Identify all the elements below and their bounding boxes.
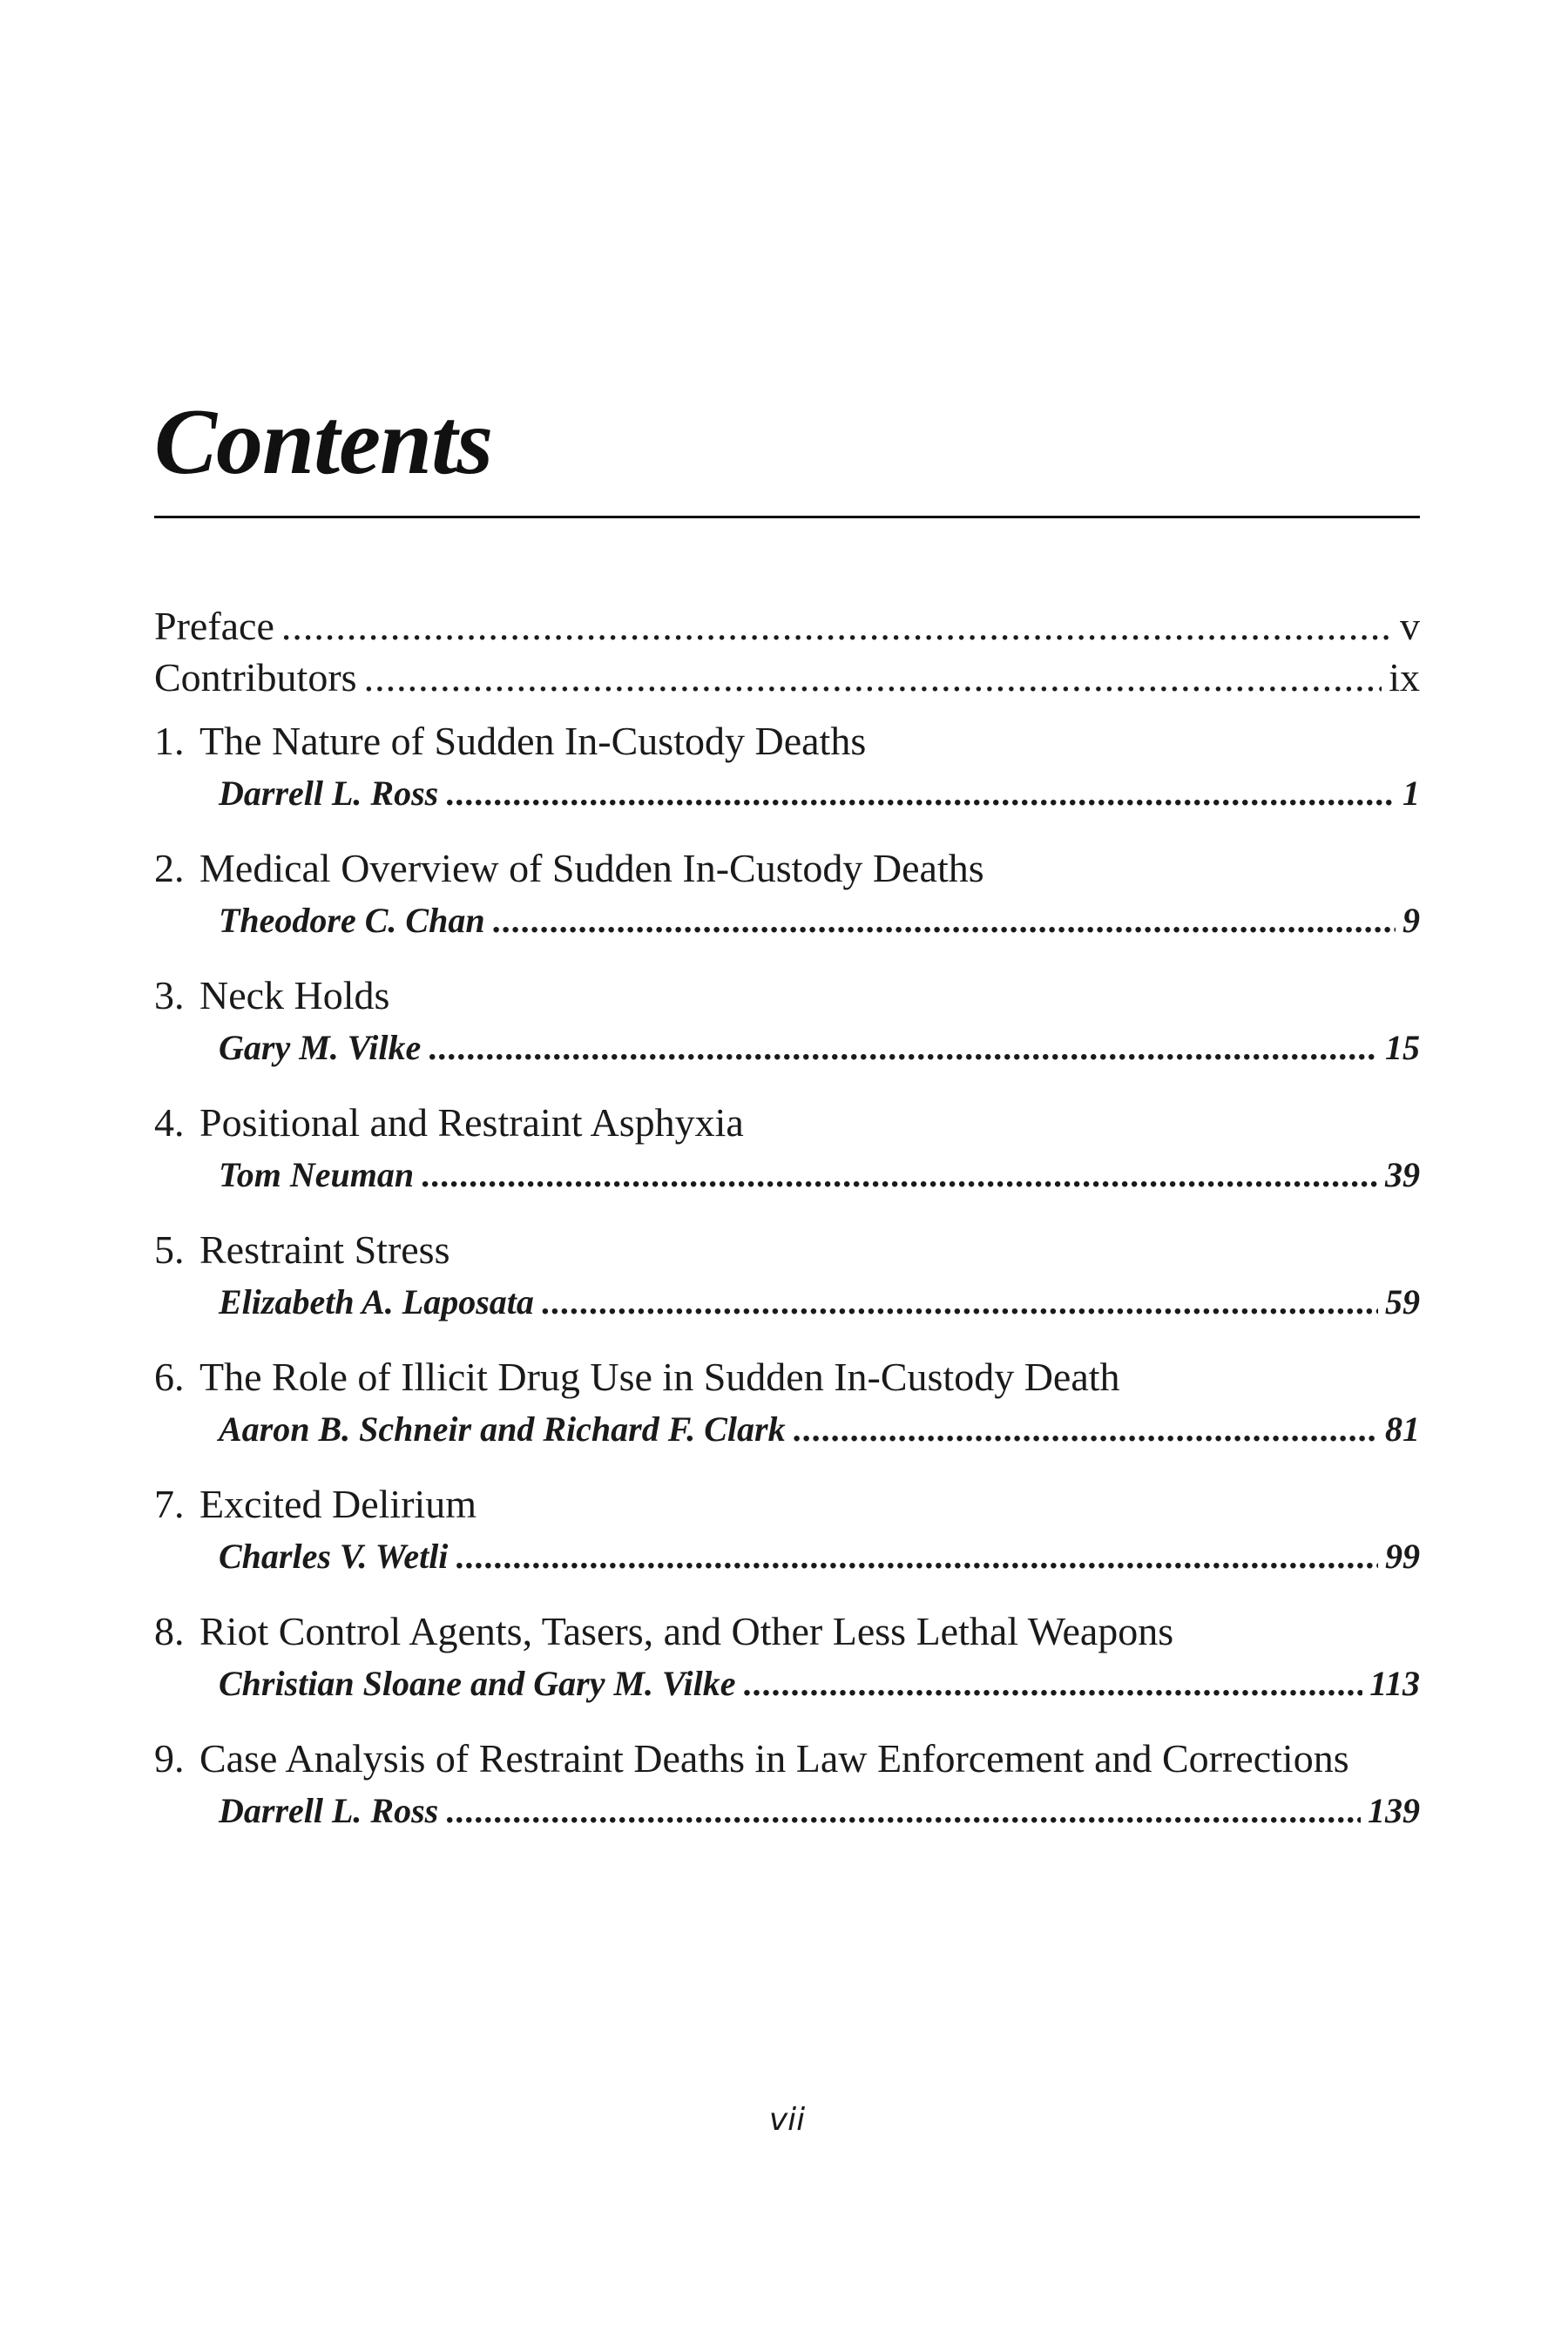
chapter-heading <box>154 1213 1420 1274</box>
toc-chapter-2[interactable] <box>154 831 1420 943</box>
toc-chapter-4[interactable] <box>154 1085 1420 1197</box>
chapter-author-row <box>154 1789 1420 1833</box>
chapter-author: Theodore C. Chan <box>219 901 485 940</box>
toc-chapter-6[interactable] <box>154 1340 1420 1451</box>
chapter-page-number: 139 <box>1368 1791 1420 1830</box>
chapter-number: 3. <box>154 973 185 1017</box>
page-folio: vii <box>768 2102 806 2138</box>
dot-leader <box>364 652 1382 703</box>
chapter-page-number: 59 <box>1385 1282 1420 1321</box>
chapter-title: Case Analysis of Restraint Deaths in Law Enforcement and Corrections <box>199 1736 1349 1781</box>
chapter-author-row <box>154 1153 1420 1197</box>
chapter-page-number: 9 <box>1402 901 1420 940</box>
chapter-author: Charles V. Wetli <box>219 1537 449 1576</box>
chapter-title: Excited Delirium <box>199 1482 477 1526</box>
chapter-page-number: 15 <box>1385 1028 1420 1067</box>
chapter-author-row <box>154 772 1420 815</box>
chapter-title: Positional and Restraint Asphyxia <box>199 1100 744 1145</box>
chapter-author-row <box>154 1408 1420 1451</box>
chapter-author: Darrell L. Ross <box>219 1791 439 1830</box>
toc-entry-preface[interactable] <box>154 601 1420 652</box>
dot-leader <box>428 1026 1378 1070</box>
chapter-title: Neck Holds <box>199 973 390 1017</box>
title-rule <box>154 516 1420 518</box>
chapter-author-row <box>154 1535 1420 1578</box>
chapter-number: 7. <box>154 1482 185 1526</box>
page-title: Contents <box>154 390 493 494</box>
entry-page-number: v <box>1400 604 1420 648</box>
chapter-heading <box>154 1085 1420 1146</box>
chapter-page-number: 39 <box>1385 1155 1420 1194</box>
chapter-number: 8. <box>154 1609 185 1653</box>
dot-leader <box>742 1662 1362 1706</box>
chapter-author-row <box>154 899 1420 943</box>
table-of-contents <box>154 601 1420 1848</box>
dot-leader <box>421 1153 1378 1197</box>
chapter-number: 2. <box>154 846 185 890</box>
dot-leader <box>541 1281 1378 1324</box>
chapter-heading <box>154 1721 1420 1782</box>
toc-chapter-5[interactable] <box>154 1213 1420 1324</box>
chapter-title: Riot Control Agents, Tasers, and Other Less Lethal Weapons <box>199 1609 1174 1653</box>
chapter-title: Medical Overview of Sudden In-Custody Deaths <box>199 846 984 890</box>
chapter-page-number: 1 <box>1402 774 1420 813</box>
toc-chapter-7[interactable] <box>154 1467 1420 1578</box>
chapter-author-row <box>154 1281 1420 1324</box>
chapter-author: Gary M. Vilke <box>219 1028 422 1067</box>
toc-chapter-1[interactable] <box>154 704 1420 815</box>
dot-leader <box>455 1535 1378 1578</box>
entry-label: Contributors <box>154 655 357 700</box>
toc-entry-contributors[interactable] <box>154 652 1420 704</box>
chapter-heading <box>154 958 1420 1019</box>
chapter-author: Christian Sloane and Gary M. Vilke <box>219 1664 736 1703</box>
dot-leader <box>793 1408 1378 1451</box>
chapter-number: 9. <box>154 1736 185 1781</box>
chapter-author: Elizabeth A. Laposata <box>219 1282 534 1321</box>
toc-chapter-9[interactable] <box>154 1721 1420 1833</box>
book-page <box>154 0 1420 2352</box>
chapter-heading <box>154 1594 1420 1655</box>
chapter-heading <box>154 831 1420 892</box>
chapter-page-number: 113 <box>1369 1664 1420 1703</box>
dot-leader <box>492 899 1396 943</box>
chapter-author: Aaron B. Schneir and Richard F. Clark <box>219 1409 786 1449</box>
chapter-heading <box>154 1467 1420 1528</box>
entry-page-number: ix <box>1389 655 1420 700</box>
toc-chapter-3[interactable] <box>154 958 1420 1070</box>
toc-chapter-8[interactable] <box>154 1594 1420 1706</box>
chapter-author: Tom Neuman <box>219 1155 415 1194</box>
dot-leader <box>445 772 1396 815</box>
dot-leader <box>281 601 1393 652</box>
chapter-number: 1. <box>154 719 185 763</box>
entry-label: Preface <box>154 604 274 648</box>
chapter-title: Restraint Stress <box>199 1227 450 1272</box>
chapter-number: 6. <box>154 1355 185 1399</box>
chapter-heading <box>154 704 1420 765</box>
chapter-author-row <box>154 1026 1420 1070</box>
chapter-heading <box>154 1340 1420 1401</box>
chapter-number: 5. <box>154 1227 185 1272</box>
chapter-title: The Role of Illicit Drug Use in Sudden In-Custody Death <box>199 1355 1120 1399</box>
dot-leader <box>445 1789 1361 1833</box>
chapter-page-number: 99 <box>1385 1537 1420 1576</box>
chapter-page-number: 81 <box>1385 1409 1420 1449</box>
chapter-author-row <box>154 1662 1420 1706</box>
chapter-author: Darrell L. Ross <box>219 774 439 813</box>
chapter-title: The Nature of Sudden In-Custody Deaths <box>199 719 867 763</box>
chapter-number: 4. <box>154 1100 185 1145</box>
